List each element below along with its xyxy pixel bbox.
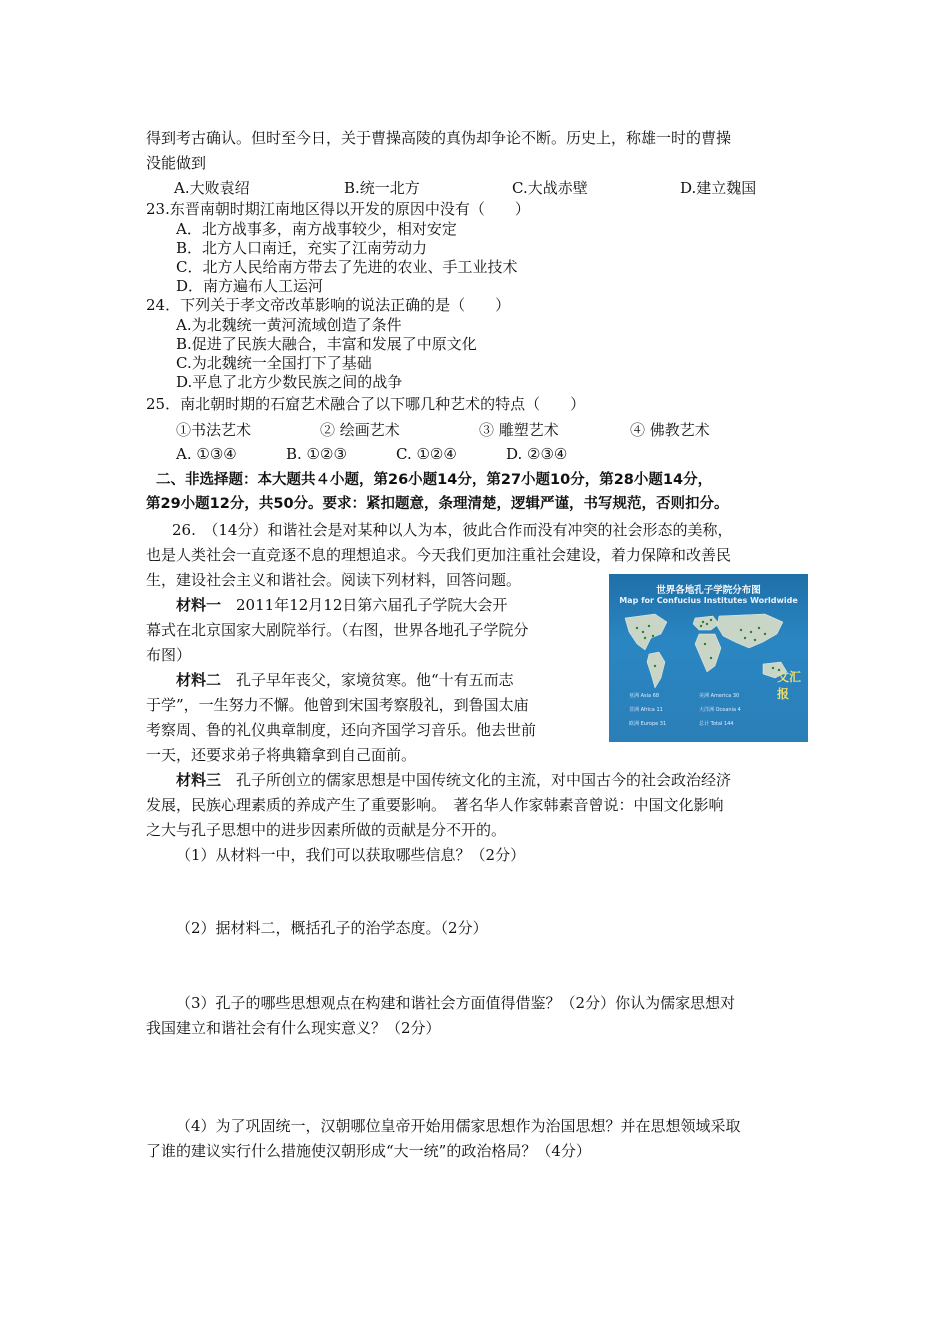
map-title-cn: 世界各地孔子学院分布图 [656, 585, 761, 596]
q23-option-b: B．北方人口南迁，充实了江南劳动力 [176, 239, 428, 257]
q25-option-d: D. ②③④ [506, 445, 568, 463]
q25-item-1: ①书法艺术 [176, 421, 252, 439]
material1-line1 [176, 595, 507, 615]
q25-item-4: ④ 佛教艺术 [630, 421, 710, 439]
q24-option-b: B.促进了民族大融合，丰富和发展了中原文化 [176, 335, 477, 353]
q24-option-a: A.为北魏统一黄河流域创造了条件 [176, 316, 402, 334]
material2-line4: 一天，还要求弟子将典籍拿到自己面前。 [146, 746, 417, 764]
map-title-en: Map for Confucius Institutes Worldwide [619, 596, 798, 605]
legend-america: 美洲 America 30 [699, 693, 740, 699]
material3-line1 [176, 770, 731, 790]
q26-sub3-line2: 我国建立和谐社会有什么现实意义？（2分） [146, 1019, 441, 1037]
material3-line3: 之大与孔子思想中的进步因素所做的贡献是分不开的。 [146, 821, 507, 839]
world-map-graphic [615, 608, 803, 692]
q26-sub4-line1: （4）为了巩固统一，汉朝哪位皇帝开始用儒家思想作为治国思想？并在思想领域采取 [176, 1117, 741, 1135]
q26-intro-line3: 生，建设社会主义和谐社会。阅读下列材料，回答问题。 [146, 571, 522, 589]
q23-option-d: D．南方遍布人工运河 [176, 277, 324, 295]
section2-heading-line2: 第29小题12分，共50分。要求：紧扣题意，条理清楚，逻辑严谨，书写规范，否则扣分。 [146, 496, 729, 512]
q23-stem: 23.东晋南朝时期江南地区得以开发的原因中没有（ ） [146, 200, 530, 218]
q22-text-line2: 没能做到 [146, 154, 207, 172]
q26-sub4-line2: 了谁的建议实行什么措施使汉朝形成“大一统”的政治格局？（4分） [146, 1142, 591, 1160]
legend-total: 总计 Total 144 [699, 721, 734, 727]
q26-sub3-line1: （3）孔子的哪些思想观点在构建和谐社会方面值得借鉴？（2分）你认为儒家思想对 [176, 994, 736, 1012]
material2-line2: 于学”，一生努力不懈。他曾到宋国考察殷礼，到鲁国太庙 [146, 696, 529, 714]
q22-option-d: D.建立魏国 [680, 179, 757, 197]
material3-label: 材料三 [176, 771, 222, 789]
material2-label: 材料二 [176, 671, 222, 689]
material1-line3: 布图） [146, 646, 192, 664]
q24-option-d: D.平息了北方少数民族之间的战争 [176, 373, 403, 391]
q25-item-2: ② 绘画艺术 [320, 421, 400, 439]
q22-option-b: B.统一北方 [344, 179, 420, 197]
q26-intro-line1: 26. （14分）和谐社会是对某种以人为本，彼此合作而没有冲突的社会形态的美称， [172, 521, 733, 539]
q25-stem: 25．南北朝时期的石窟艺术融合了以下哪几种艺术的特点（ ） [146, 395, 586, 413]
q25-option-a: A. ①③④ [176, 445, 237, 463]
confucius-institutes-map [609, 574, 808, 742]
section2-heading-line1: 二、非选择题：本大题共４小题，第26小题14分，第27小题10分，第28小题14分， [156, 472, 713, 488]
material3-text: 孔子所创立的儒家思想是中国传统文化的主流，对中国古今的社会政治经济 [221, 771, 732, 789]
q23-option-c: C．北方人民给南方带去了先进的农业、手工业技术 [176, 258, 518, 276]
material2-text: 孔子早年丧父，家境贫寒。他“十有五而志 [221, 671, 514, 689]
q25-item-3: ③ 雕塑艺术 [479, 421, 559, 439]
q26-intro-line2: 也是人类社会一直竞逐不息的理想追求。今天我们更加注重社会建设，着力保障和改善民 [146, 546, 732, 564]
q26-sub2: （2）据材料二，概括孔子的治学态度。（2分） [176, 919, 488, 937]
q22-option-a: A.大败袁绍 [174, 179, 250, 197]
material1-line2: 幕式在北京国家大剧院举行。（右图，世界各地孔子学院分 [146, 621, 529, 639]
map-legend [629, 692, 799, 736]
q26-sub1: （1）从材料一中，我们可以获取哪些信息？（2分） [176, 846, 526, 864]
map-stamp: 文汇报 [777, 670, 802, 701]
legend-asia: 亚洲 Asia 68 [629, 693, 660, 699]
material1-text: 2011年12月12日第六届孔子学院大会开 [221, 596, 508, 614]
legend-europe: 欧洲 Europe 31 [629, 721, 667, 727]
material3-line2: 发展，民族心理素质的养成产生了重要影响。 著名华人作家韩素音曾说：中国文化影响 [146, 796, 724, 814]
legend-oceania: 大洋洲 Oceania 4 [699, 707, 741, 713]
q22-option-c: C.大战赤壁 [512, 179, 588, 197]
material2-line3: 考察周、鲁的礼仪典章制度，还向齐国学习音乐。他去世前 [146, 721, 537, 739]
q25-option-c: C. ①②④ [396, 445, 457, 463]
q22-text-line1: 得到考古确认。但时至今日，关于曹操高陵的真伪却争论不断。历史上，称雄一时的曹操 [146, 129, 732, 147]
material1-label: 材料一 [176, 596, 222, 614]
q25-option-b: B. ①②③ [286, 445, 347, 463]
q24-stem: 24．下列关于孝文帝改革影响的说法正确的是（ ） [146, 296, 511, 314]
q23-option-a: A．北方战事多，南方战事较少，相对安定 [176, 220, 457, 238]
q24-option-c: C.为北魏统一全国打下了基础 [176, 354, 372, 372]
legend-africa: 非洲 Africa 11 [629, 707, 663, 713]
material2-line1 [176, 670, 514, 690]
